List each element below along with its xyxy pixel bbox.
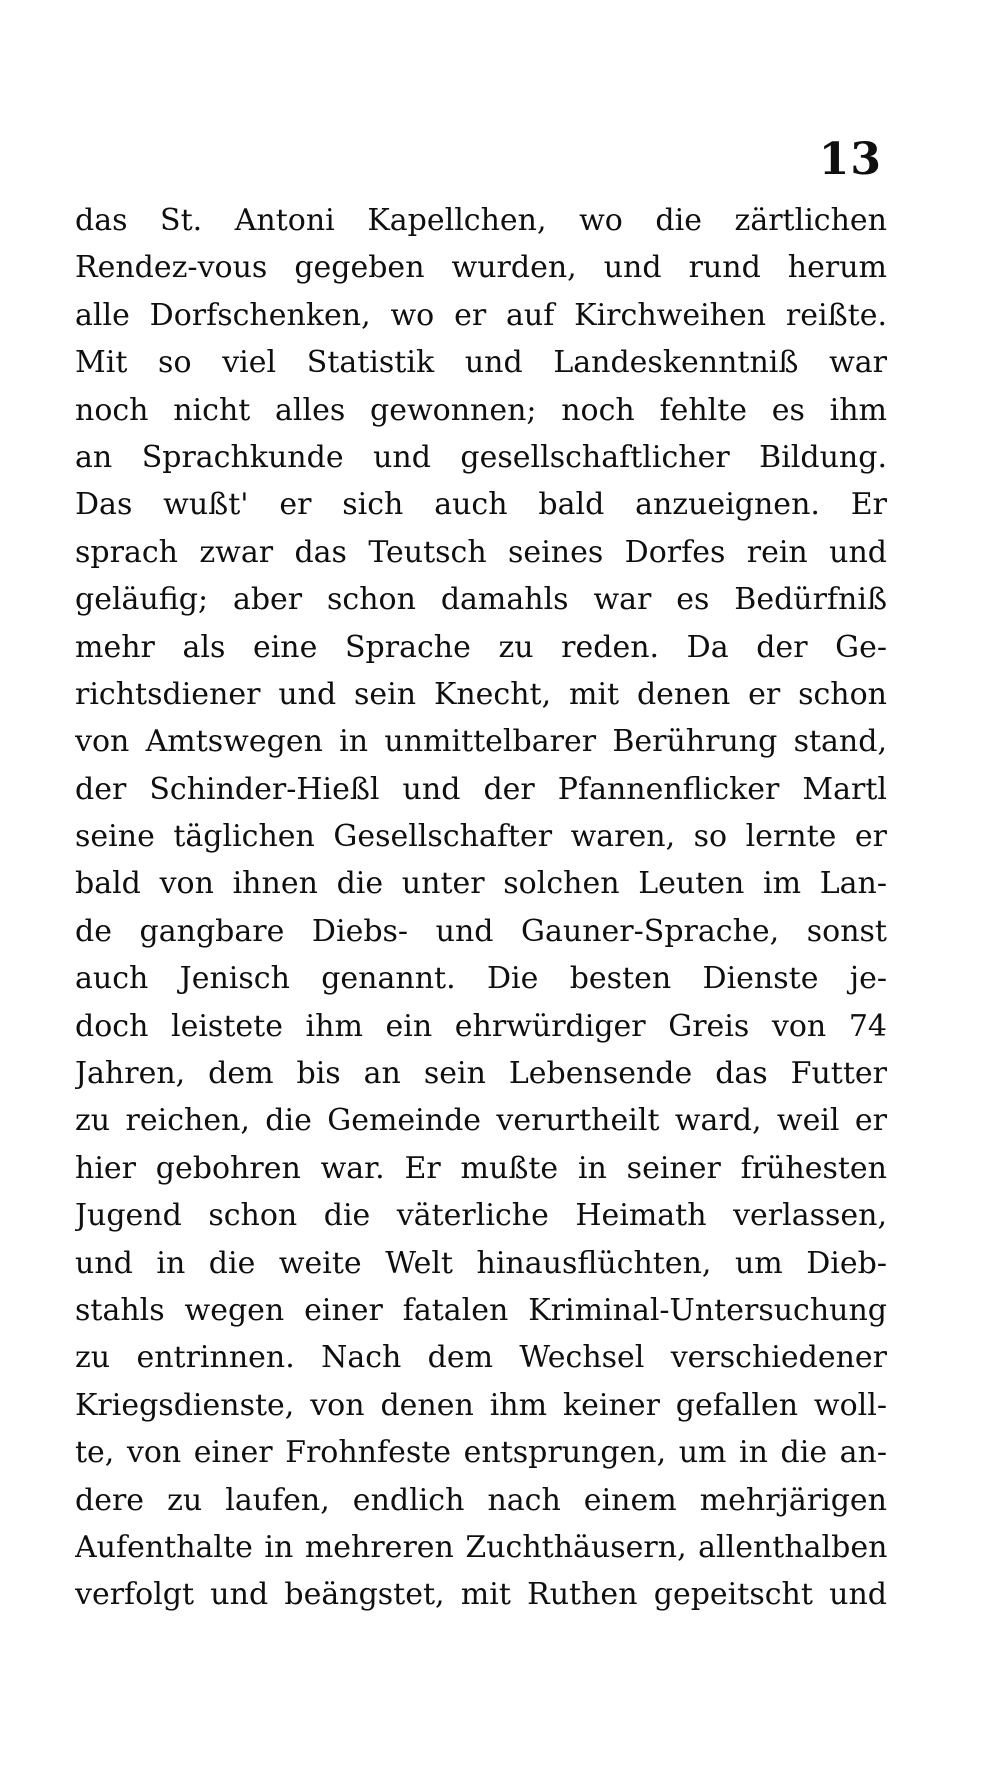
- text-line: alle Dorfschenken, wo er auf Kirchweihen reißte.: [75, 297, 887, 333]
- text-line: dere zu laufen, endlich nach einem mehrjärigen: [75, 1482, 887, 1518]
- body-text: [75, 197, 887, 1619]
- text-line: noch nicht alles gewonnen; noch fehlte es ihm: [75, 392, 887, 428]
- text-line: te, von einer Frohnfeste entsprungen, um in die an-: [75, 1435, 887, 1471]
- text-line: Aufenthalte in mehreren Zuchthäusern, allenthalben: [75, 1529, 887, 1565]
- text-line: hier gebohren war. Er mußte in seiner frühesten: [75, 1150, 887, 1186]
- text-line: das St. Antoni Kapellchen, wo die zärtlichen: [75, 203, 887, 238]
- text-line: von Amtswegen in unmittelbarer Berührung stand,: [75, 724, 887, 760]
- text-line: Das wußt' er sich auch bald anzueignen. Er: [75, 487, 887, 523]
- text-line: doch leistete ihm ein ehrwürdiger Greis von 74: [75, 1008, 887, 1044]
- text-line: Jugend schon die väterliche Heimath verlassen,: [75, 1198, 887, 1234]
- text-line: zu entrinnen. Nach dem Wechsel verschiedener: [75, 1340, 887, 1376]
- text-line: richtsdiener und sein Knecht, mit denen er schon: [75, 676, 887, 712]
- text-line: und in die weite Welt hinausflüchten, um Dieb-: [75, 1245, 887, 1281]
- text-line: auch Jenisch genannt. Die besten Dienste je-: [75, 961, 887, 997]
- text-line: der Schinder-Hießl und der Pfannenflicker Martl: [75, 771, 887, 807]
- text-line: zu reichen, die Gemeinde verurtheilt ward, weil er: [75, 1103, 887, 1139]
- text-line: bald von ihnen die unter solchen Leuten im Lan-: [75, 866, 887, 902]
- text-line: an Sprachkunde und gesellschaftlicher Bildung.: [75, 439, 887, 475]
- text-line: mehr als eine Sprache zu reden. Da der Ge-: [75, 629, 887, 665]
- text-line: seine täglichen Gesellschafter waren, so lernte er: [75, 819, 887, 855]
- text-line: de gangbare Diebs- und Gauner-Sprache, sonst: [75, 913, 887, 949]
- text-line: geläufig; aber schon damahls war es Bedürfniß: [75, 582, 887, 618]
- text-line: stahls wegen einer fatalen Kriminal-Untersuchung: [75, 1292, 887, 1328]
- text-line: sprach zwar das Teutsch seines Dorfes rein und: [75, 534, 887, 570]
- text-line: verfolgt und beängstet, mit Ruthen gepeitscht und: [75, 1577, 887, 1613]
- page-number: 13: [818, 134, 882, 185]
- text-line: Jahren, dem bis an sein Lebensende das Futter: [75, 1056, 887, 1092]
- text-line: Kriegsdienste, von denen ihm keiner gefallen woll-: [75, 1387, 887, 1423]
- text-line: Rendez-vous gegeben wurden, und rund herum: [75, 250, 887, 286]
- text-line: Mit so viel Statistik und Landeskenntniß war: [75, 345, 887, 381]
